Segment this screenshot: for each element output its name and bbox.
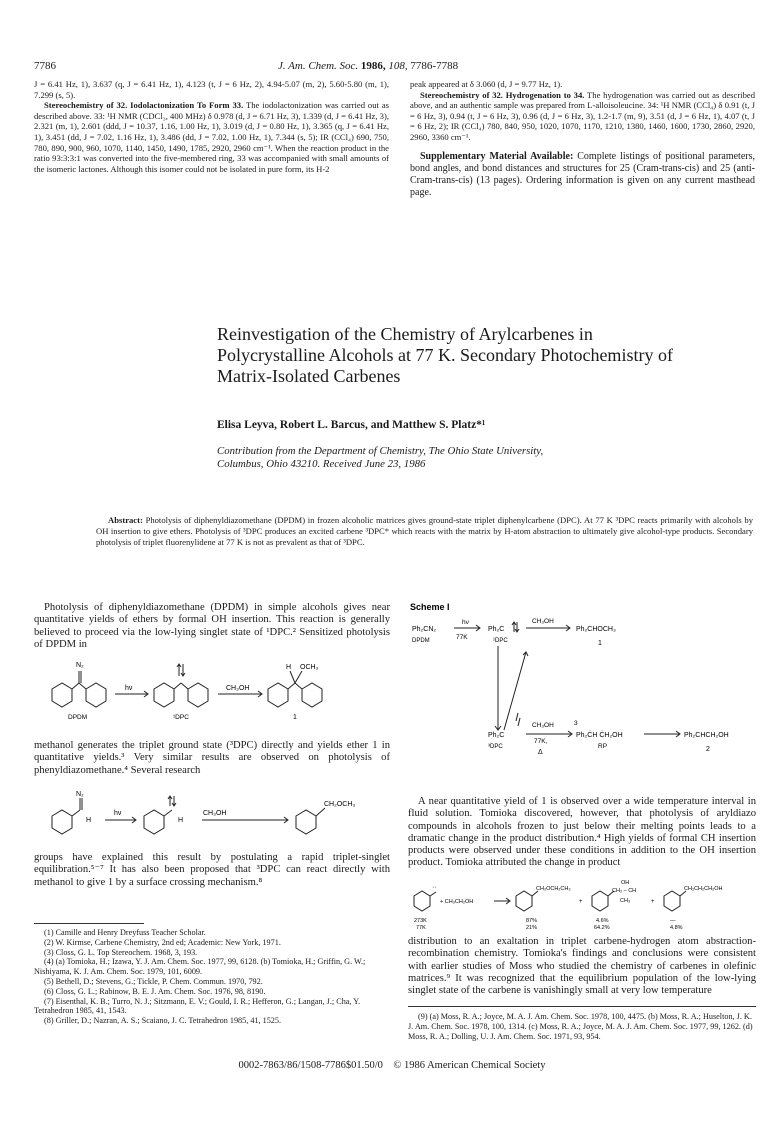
journal-pages: 7786-7788 bbox=[410, 60, 459, 72]
scheme-alcohol: Ph₂CHCH₂OH bbox=[684, 732, 729, 739]
reference-2: (2) W. Kirmse, Carbene Chemistry, 2nd ed; Academic: New York, 1971. bbox=[44, 937, 281, 947]
reference-3: (3) Closs, G. L. Top Stereochem. 1968, 3, 193. bbox=[44, 947, 198, 957]
body-left-p3 bbox=[34, 852, 390, 889]
fig3-product-1: CH₂OCH₂CH₃ bbox=[536, 886, 571, 892]
prev-article-left-column bbox=[34, 79, 389, 174]
reaction-figure-1 bbox=[40, 656, 385, 728]
references-right bbox=[408, 1012, 756, 1041]
refs-divider-left bbox=[34, 923, 144, 924]
scheme-hv: hν bbox=[462, 619, 469, 626]
scheme-77k-2: 77K, bbox=[534, 738, 548, 745]
fig1-och3: OCH₃ bbox=[300, 664, 319, 671]
body-left-paragraph-2: methanol generates the triplet ground state (³DPC) directly and yields ether 1 in quantitative yields.³ Very similar results are observed on photolysis of phenyldiazomethane.⁴ Several research bbox=[34, 740, 390, 776]
fig2-ch3oh: CH₃OH bbox=[203, 810, 227, 817]
prev-right-body: The hydrogenation was carried out as described above, and an authentic sample was prepared from L-alloisoleucine. 34: ¹H NMR (CCl₄) δ 0.91 (t, J = 6 Hz, 3), 0.94 (t, J = 6 Hz, 3), 0.96 (d, J = 6 Hz, 3), 1.2-1.7 (m, 9), 3.51 (d, J = 6 Hz, 1), 4.07 (t, J = 6 Hz, 2); IR (CCl₄) 780, 840, 950, 1020, 1070, 1170, 1210, 1380, 1460, 1600, 1730, 2860, 2920, 2960, 3360 cm⁻¹. bbox=[410, 89, 755, 142]
scheme-dpc-triplet: ³DPC bbox=[488, 744, 503, 750]
plus-sign-2: + bbox=[651, 899, 655, 905]
scheme-ph2cn2: Ph₂CN₂ bbox=[412, 626, 437, 633]
scheme-radical-pair: Ph₂ĊH ĊH₂OH bbox=[576, 732, 623, 739]
scheme-1 bbox=[408, 600, 758, 788]
abstract bbox=[96, 515, 753, 547]
affiliation-line-1: Contribution from the Department of Chemistry, The Ohio State University, bbox=[217, 445, 544, 457]
footer bbox=[0, 1060, 784, 1071]
supplementary-material bbox=[410, 151, 755, 199]
fig1-dpdm-label: DPDM bbox=[68, 714, 88, 721]
scheme-ph2c-singlet: Ph₂C bbox=[488, 626, 505, 633]
plus-sign-1: + bbox=[579, 899, 583, 905]
prev-left-heading: Stereochemistry of 32. Iodolactonization To Form 33. bbox=[44, 100, 244, 111]
scheme-77k: 77K bbox=[456, 634, 468, 641]
scheme-ether: Ph₂CHOCH₃ bbox=[576, 626, 616, 633]
scheme-compound-1: 1 bbox=[598, 640, 602, 647]
fig3-product-3: CH₂CH₂CH₂OH bbox=[684, 886, 723, 892]
page-number: 7786 bbox=[34, 60, 56, 72]
affiliation bbox=[217, 445, 543, 471]
footer-code: 0002-7863/86/1508-7786$01.50/0 bbox=[238, 1060, 383, 1071]
fig2-product: CH₂OCH₃ bbox=[324, 801, 356, 808]
prev-right-paragraph-1: peak appeared at δ 3.060 (d, J = 9.77 Hz, 1). bbox=[410, 79, 563, 89]
body-left-p1 bbox=[34, 602, 390, 651]
body-right-p1 bbox=[408, 796, 756, 870]
fig2-h-1: H bbox=[86, 817, 92, 824]
fig3-yield-3-77k: 4.8% bbox=[670, 925, 683, 931]
scheme-dpc-singlet: ¹DPC bbox=[493, 638, 508, 644]
scheme-label-3: 3 bbox=[574, 720, 578, 727]
carbene-dots: ·· bbox=[432, 884, 437, 891]
fig1-n2: N₂ bbox=[76, 662, 84, 669]
prev-left-paragraph-1: J = 6.41 Hz, 1), 3.637 (q, J = 6.41 Hz, 1), 4.123 (t, J = 6 Hz, 2), 4.94-5.07 (m, 2), 5.60-5.80 (m, 1), 7.299 (s, 5). bbox=[34, 79, 389, 100]
prev-right-paragraph-2 bbox=[410, 90, 755, 143]
refs-divider-right bbox=[408, 1006, 756, 1007]
reference-1: (1) Camille and Henry Dreyfuss Teacher Scholar. bbox=[44, 928, 206, 937]
scheme-dpdm: DPDM bbox=[412, 638, 430, 644]
reaction-figure-2 bbox=[40, 790, 385, 842]
scheme-ch3oh: CH₃OH bbox=[532, 618, 554, 625]
fig1-hv: hν bbox=[125, 685, 133, 692]
fig3-temp-273k: 273K bbox=[414, 918, 427, 924]
prev-article-right-column bbox=[410, 79, 755, 199]
fig1-h: H bbox=[286, 664, 292, 671]
reference-8: (8) Griller, D.; Nazran, A. S.; Scaiano, J. C. Tetrahedron 1985, 41, 1525. bbox=[44, 1016, 282, 1026]
reference-7: (7) Eisenthal, K. B.; Turro, N. J.; Sitzmann, E. V.; Gould, I. R.; Hefferon, G.; Langan, J.; Cha, Y. Tetrahedron 1985, 41, 1543. bbox=[34, 996, 361, 1016]
fig2-hv: hν bbox=[114, 810, 122, 817]
scheme-rp: RP bbox=[598, 743, 608, 750]
journal-name: J. Am. Chem. Soc. bbox=[278, 60, 359, 72]
abstract-heading: Abstract: bbox=[108, 515, 143, 525]
reference-5: (5) Bethell, D.; Stevens, G.; Tickle, P. Chem. Commun. 1970, 792. bbox=[44, 976, 263, 986]
supplementary-body: Complete listings of positional parameters, bond angles, and bond distances and structures for 25 (Cram-trans-cis) and 25 (anti-Cram-trans-cis) (13 pages). Ordering information is given on any current masthead page. bbox=[410, 150, 755, 198]
body-left-paragraph-3: groups have explained this result by postulating a rapid triplet-singlet equilibration.⁵⁻⁷ It has also been proposed that ³DPC can react directly with methanol to give 1 by a surface crossing mechanism.⁸ bbox=[34, 852, 390, 888]
abstract-body: Photolysis of diphenyldiazomethane (DPDM) in frozen alcoholic matrices gives ground-state triplet diphenylcarbene (DPC). At 77 K ³DPC reacts primarily with alcohols by OH insertion to give ethers. Photolysis of ³DPC produces an excited carbene ³DPC* which reacts with the matrix by H-atom abstraction to ultimately give alcohol-type products. Secondary photolysis of triplet fluorenylidene at 77 K is not as prevalent as that of ³DPC. bbox=[96, 515, 753, 547]
prev-left-body: The iodolactonization was carried out as described above. 33: ¹H NMR (CDCl₃, 400 MHz) δ 0.978 (d, J = 6.71 Hz, 3), 1.339 (d, J = 6.41 Hz, 3), 2.321 (m, 1), 2.601 (ddd, J = 10.37, 1.16, 1.00 Hz, 1), 3.019 (d, J = 0.80 Hz, 1), 3.365 (q, J = 6.41 Hz, 1), 3.451 (dd, J = 7.02, 1.16 Hz, 1), 3.486 (dd, J = 7.02, 1.00 Hz, 1), 7.344 (s, 5); IR (CCl₄) 690, 750, 780, 890, 900, 960, 1070, 1140, 1450, 1490, 1785, 2920, 2960 cm⁻¹. When the reaction product in the ratio 93:3:3:1 was converted into the five-membered ring, 33 was accompanied with small amounts of the isomeric lactones. Although this isomer could not be isolated in pure form, its H-2 bbox=[34, 100, 389, 174]
body-left-p2 bbox=[34, 740, 390, 777]
reaction-figure-3 bbox=[408, 880, 758, 932]
body-right-paragraph-1: A near quantitative yield of 1 is observed over a wide temperature interval in fluid solution. Tomioka discovered, however, that photolysis of aryldiazo compounds in alcohols frozen to just below their melting points leads to a dramatic change in the product distribution.⁴ High yields of formal CH insertion products were observed under these conditions in addition to the OH insertion product. Tomioka attributed the change in product bbox=[408, 796, 756, 869]
scheme-ch3oh-2: CH₃OH bbox=[532, 722, 554, 729]
prev-right-heading: Stereochemistry of 32. Hydrogenation to 34. bbox=[420, 89, 585, 100]
author-list: Elisa Leyva, Robert L. Barcus, and Matthew S. Platz*¹ bbox=[217, 419, 486, 431]
fig3-yield-2-273k: 4.6% bbox=[596, 918, 609, 924]
body-left-paragraph-1: Photolysis of diphenyldiazomethane (DPDM) in simple alcohols gives near quantitative yields of ethers by formal OH insertion. This reaction is generally believed to proceed via the low-lying singlet state of ¹DPC.² Sensitized photolysis of DPDM in bbox=[34, 602, 390, 650]
fig3-yield-1-273k: 87% bbox=[526, 918, 538, 924]
prev-left-paragraph-2 bbox=[34, 100, 389, 174]
fig3-yield-1-77k: 21% bbox=[526, 925, 538, 931]
body-right-paragraph-2: distribution to an exaltation in triplet carbene-hydrogen atom abstraction-recombination chemistry. Tomioka's findings and conclusions were consistent with earlier studies of Moss who studied the chemistry of carbenes in olefinic matrices.⁹ It was recognized that the equilibrium population of the low-lying singlet state of the carbene is vanishingly small at very low temperature bbox=[408, 936, 756, 997]
title-line-1: Reinvestigation of the Chemistry of Arylcarbenes in bbox=[217, 324, 593, 344]
running-header bbox=[278, 60, 458, 72]
scheme-ph2c-triplet: Ph₂C bbox=[488, 732, 505, 739]
scheme-delta: Δ bbox=[538, 749, 543, 756]
fig2-n2: N₂ bbox=[76, 791, 84, 798]
footer-copyright: © 1986 American Chemical Society bbox=[393, 1060, 546, 1071]
reference-6: (6) Closs, G. L.; Rabinow, B. E. J. Am. Chem. Soc. 1976, 98, 8190. bbox=[44, 986, 266, 996]
journal-year: 1986, bbox=[360, 60, 386, 72]
journal-volume: 108, bbox=[388, 60, 408, 72]
article-title bbox=[217, 324, 757, 387]
reference-9: (9) (a) Moss, R. A.; Joyce, M. A. J. Am. Chem. Soc. 1978, 100, 4475. (b) Moss, R. A.; Huselton, J. K. J. Am. Chem. Soc. 1978, 100, 1314. (c) Moss, R. A.; Joyce, M. A. J. Am. Chem. Soc. 1977, 99, 1262. (d) Moss, R. A.; Dolling, U. J. Am. Chem. Soc. 1971, 93, 954. bbox=[408, 1012, 753, 1041]
fig3-yield-3-273k: — bbox=[670, 918, 676, 924]
references-left bbox=[34, 928, 390, 1026]
fig1-product-label: 1 bbox=[293, 714, 297, 721]
scheme-title: Scheme I bbox=[410, 602, 450, 612]
body-right-p2 bbox=[408, 936, 756, 997]
fig3-yield-2-77k: 64.2% bbox=[594, 925, 610, 931]
title-line-3: Matrix-Isolated Carbenes bbox=[217, 366, 401, 386]
fig3-temp-77k: 77K bbox=[416, 925, 426, 931]
fig3-product-2-oh: OH bbox=[621, 880, 630, 886]
fig1-dpc-label: ¹DPC bbox=[173, 714, 189, 721]
fig3-reagent: + CH₃CH₂OH bbox=[440, 899, 474, 905]
fig2-h-2: H bbox=[178, 817, 184, 824]
reference-4: (4) (a) Tomioka, H.; Izawa, Y. J. Am. Chem. Soc. 1977, 99, 6128. (b) Tomioka, H.; Griffin, G. W.; Nishiyama, K. J. Am. Chem. Soc. 1979, 101, 6009. bbox=[34, 957, 366, 977]
supplementary-heading: Supplementary Material Available: bbox=[420, 150, 574, 162]
scheme-compound-2: 2 bbox=[706, 746, 710, 753]
fig1-ch3oh: CH₃OH bbox=[226, 685, 250, 692]
fig3-product-2: CH₂ – CH bbox=[612, 888, 637, 894]
fig3-product-2-ch3: CH₃ bbox=[620, 898, 631, 904]
title-line-2: Polycrystalline Alcohols at 77 K. Secondary Photochemistry of bbox=[217, 345, 673, 365]
affiliation-line-2: Columbus, Ohio 43210. Received June 23, 1986 bbox=[217, 458, 426, 470]
